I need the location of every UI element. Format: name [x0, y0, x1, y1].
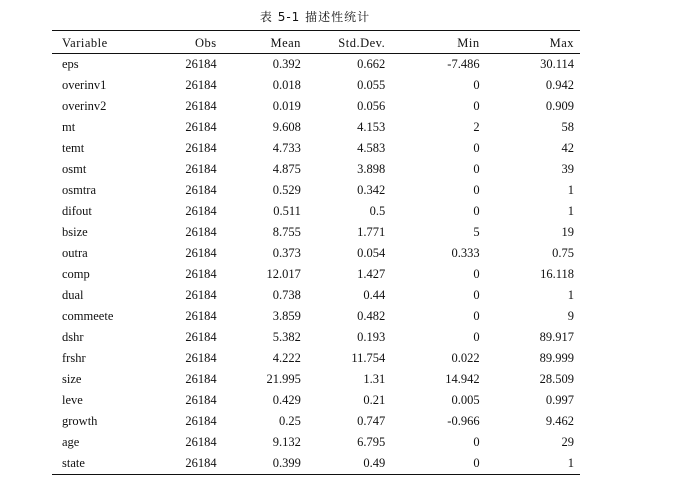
cell-min: 0 — [473, 162, 480, 176]
cell-max: 29 — [561, 435, 574, 449]
cell-min: 0 — [473, 330, 480, 344]
cell-std-dev: 1.771 — [357, 225, 386, 239]
table-row — [52, 222, 580, 243]
cell-min: 0 — [473, 267, 480, 281]
cell-std-dev: 4.153 — [357, 120, 386, 134]
cell-variable: size — [62, 372, 82, 386]
cell-variable: overinv2 — [62, 99, 107, 113]
cell-obs: 26184 — [185, 57, 217, 71]
cell-std-dev: 0.055 — [357, 78, 386, 92]
cell-mean: 0.392 — [272, 57, 301, 71]
cell-max: 58 — [561, 120, 574, 134]
cell-std-dev: 0.056 — [357, 99, 386, 113]
cell-variable: eps — [62, 57, 79, 71]
cell-variable: commeete — [62, 309, 114, 323]
cell-max: 1 — [567, 456, 574, 470]
cell-min: 0 — [473, 204, 480, 218]
cell-min: 0.005 — [451, 393, 480, 407]
cell-obs: 26184 — [185, 78, 217, 92]
cell-std-dev: 0.054 — [357, 246, 386, 260]
cell-variable: overinv1 — [62, 78, 107, 92]
cell-obs: 26184 — [185, 120, 217, 134]
header-std-dev: Std.Dev. — [338, 35, 386, 50]
cell-min: 0 — [473, 435, 480, 449]
cell-std-dev: 0.193 — [357, 330, 386, 344]
descriptive-statistics-table — [52, 30, 580, 475]
cell-min: 14.942 — [445, 372, 480, 386]
cell-max: 89.999 — [539, 351, 574, 365]
cell-max: 9.462 — [545, 414, 574, 428]
table-row — [52, 390, 580, 411]
cell-std-dev: 0.662 — [357, 57, 386, 71]
cell-variable: comp — [62, 267, 90, 281]
table-row — [52, 75, 580, 96]
cell-variable: outra — [62, 246, 88, 260]
table-row — [52, 453, 580, 475]
cell-min: 0 — [473, 183, 480, 197]
header-max: Max — [549, 35, 574, 50]
cell-obs: 26184 — [185, 456, 217, 470]
cell-mean: 0.019 — [272, 99, 301, 113]
cell-std-dev: 0.482 — [357, 309, 386, 323]
table-row — [52, 54, 580, 76]
cell-std-dev: 0.44 — [363, 288, 386, 302]
table-row — [52, 348, 580, 369]
cell-min: 0 — [473, 141, 480, 155]
table-row — [52, 432, 580, 453]
table-row — [52, 411, 580, 432]
cell-std-dev: 0.342 — [357, 183, 386, 197]
cell-max: 16.118 — [540, 267, 574, 281]
cell-min: -0.966 — [447, 414, 480, 428]
cell-mean: 12.017 — [266, 267, 301, 281]
cell-min: -7.486 — [447, 57, 480, 71]
cell-variable: temt — [62, 141, 85, 155]
cell-obs: 26184 — [185, 372, 217, 386]
table-row — [52, 96, 580, 117]
cell-variable: age — [62, 435, 80, 449]
cell-max: 1 — [567, 183, 574, 197]
cell-max: 1 — [567, 204, 574, 218]
table-row — [52, 117, 580, 138]
cell-min: 0 — [473, 99, 480, 113]
table-header — [52, 31, 580, 54]
table-caption: 表 5-1 描述性统计 — [259, 10, 371, 24]
cell-variable: bsize — [62, 225, 88, 239]
cell-variable: osmtra — [62, 183, 97, 197]
cell-std-dev: 3.898 — [357, 162, 386, 176]
cell-std-dev: 0.747 — [357, 414, 386, 428]
cell-mean: 0.529 — [272, 183, 301, 197]
cell-obs: 26184 — [185, 414, 217, 428]
cell-obs: 26184 — [185, 225, 217, 239]
cell-min: 0 — [473, 456, 480, 470]
header-obs: Obs — [194, 35, 217, 50]
cell-mean: 0.738 — [272, 288, 301, 302]
cell-obs: 26184 — [185, 204, 217, 218]
cell-max: 0.997 — [545, 393, 574, 407]
cell-min: 0 — [473, 309, 480, 323]
table-row — [52, 306, 580, 327]
cell-max: 0.909 — [545, 99, 574, 113]
cell-std-dev: 4.583 — [357, 141, 386, 155]
table-row — [52, 327, 580, 348]
cell-obs: 26184 — [185, 141, 217, 155]
header-min: Min — [457, 35, 480, 50]
cell-obs: 26184 — [185, 309, 217, 323]
cell-obs: 26184 — [185, 288, 217, 302]
cell-mean: 3.859 — [272, 309, 301, 323]
cell-mean: 0.429 — [272, 393, 301, 407]
cell-variable: leve — [62, 393, 83, 407]
cell-obs: 26184 — [185, 183, 217, 197]
table-row — [52, 285, 580, 306]
table-row — [52, 180, 580, 201]
cell-min: 0.022 — [451, 351, 480, 365]
cell-obs: 26184 — [185, 330, 217, 344]
cell-mean: 4.733 — [272, 141, 301, 155]
cell-std-dev: 1.31 — [363, 372, 386, 386]
cell-variable: dshr — [62, 330, 84, 344]
cell-max: 42 — [561, 141, 574, 155]
cell-variable: state — [62, 456, 85, 470]
cell-max: 1 — [567, 288, 574, 302]
table-row — [52, 264, 580, 285]
cell-std-dev: 6.795 — [357, 435, 386, 449]
table-row — [52, 201, 580, 222]
cell-variable: mt — [62, 120, 76, 134]
cell-max: 89.917 — [539, 330, 574, 344]
cell-mean: 5.382 — [272, 330, 301, 344]
cell-min: 2 — [473, 120, 480, 134]
cell-obs: 26184 — [185, 393, 217, 407]
cell-obs: 26184 — [185, 246, 217, 260]
table-body — [52, 54, 580, 475]
cell-max: 19 — [561, 225, 574, 239]
cell-max: 9 — [567, 309, 574, 323]
cell-obs: 26184 — [185, 162, 217, 176]
cell-mean: 8.755 — [272, 225, 301, 239]
cell-obs: 26184 — [185, 99, 217, 113]
header-mean: Mean — [270, 35, 301, 50]
cell-variable: dual — [62, 288, 84, 302]
cell-std-dev: 0.5 — [369, 204, 386, 218]
cell-std-dev: 11.754 — [351, 351, 386, 365]
cell-max: 0.942 — [545, 78, 574, 92]
cell-mean: 0.25 — [279, 414, 301, 428]
cell-max: 0.75 — [552, 246, 574, 260]
cell-variable: difout — [62, 204, 92, 218]
cell-mean: 0.373 — [272, 246, 301, 260]
cell-mean: 0.399 — [272, 456, 301, 470]
cell-mean: 9.608 — [272, 120, 301, 134]
header-row — [52, 31, 580, 54]
header-variable: Variable — [62, 35, 108, 50]
table-row — [52, 243, 580, 264]
table-row — [52, 159, 580, 180]
cell-std-dev: 0.49 — [363, 456, 386, 470]
cell-std-dev: 0.21 — [363, 393, 386, 407]
cell-mean: 4.875 — [272, 162, 301, 176]
cell-mean: 4.222 — [272, 351, 301, 365]
table-row — [52, 369, 580, 390]
cell-min: 0.333 — [451, 246, 480, 260]
cell-std-dev: 1.427 — [357, 267, 386, 281]
cell-mean: 21.995 — [266, 372, 301, 386]
cell-max: 28.509 — [539, 372, 574, 386]
cell-mean: 0.511 — [273, 204, 301, 218]
cell-min: 0 — [473, 78, 480, 92]
cell-variable: osmt — [62, 162, 87, 176]
cell-min: 5 — [473, 225, 480, 239]
cell-variable: frshr — [62, 351, 86, 365]
cell-obs: 26184 — [185, 267, 217, 281]
cell-obs: 26184 — [185, 435, 217, 449]
cell-min: 0 — [473, 288, 480, 302]
cell-max: 30.114 — [540, 57, 574, 71]
cell-mean: 0.018 — [272, 78, 301, 92]
cell-mean: 9.132 — [272, 435, 301, 449]
cell-variable: growth — [62, 414, 98, 428]
cell-max: 39 — [561, 162, 574, 176]
cell-obs: 26184 — [185, 351, 217, 365]
table-row — [52, 138, 580, 159]
